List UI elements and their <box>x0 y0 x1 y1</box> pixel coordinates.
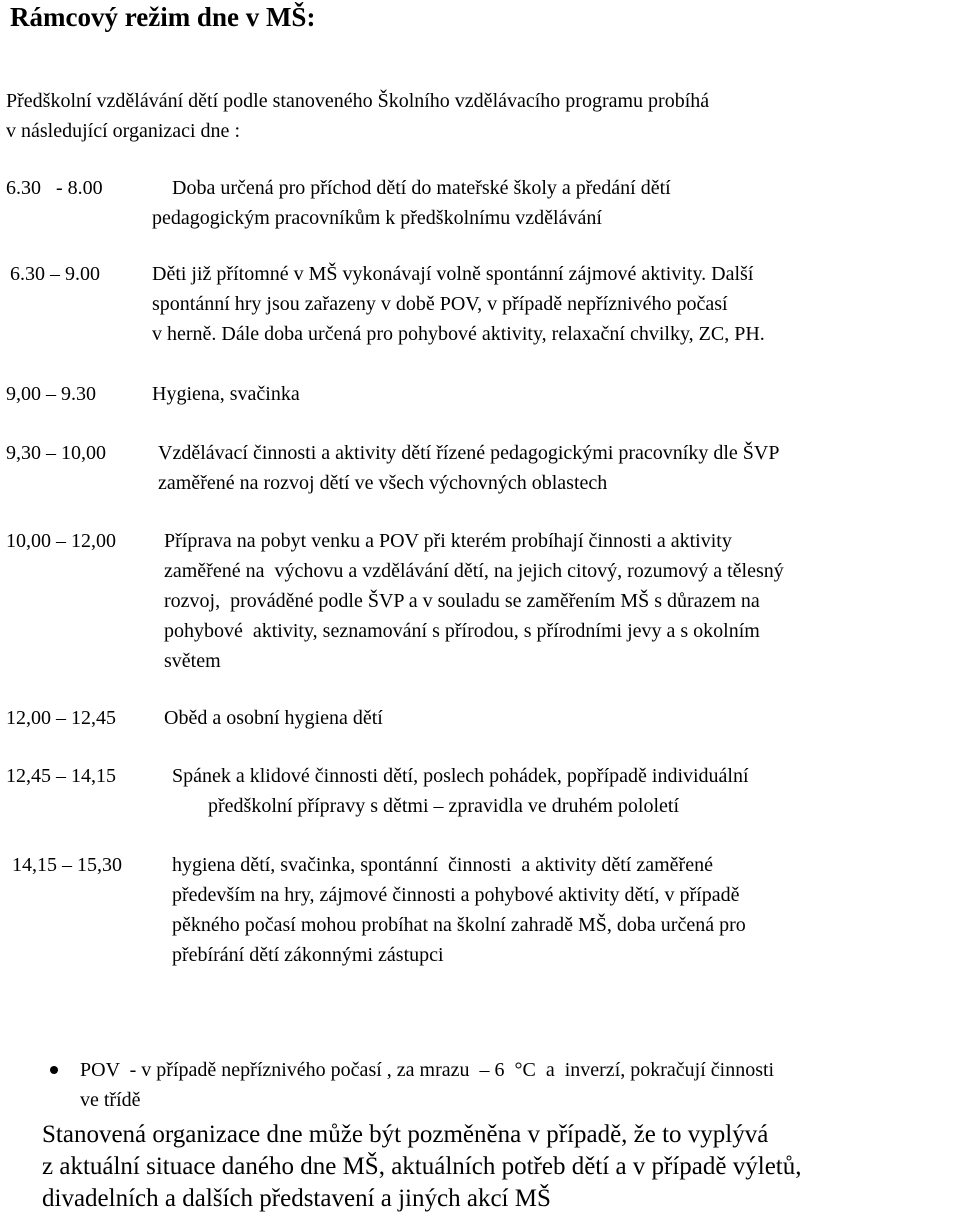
schedule-time: 9,00 – 9.30 <box>6 383 96 405</box>
intro-line: v následující organizaci dne : <box>6 120 240 142</box>
schedule-time: 12,45 – 14,15 <box>6 765 116 787</box>
intro-line: Předškolní vzdělávání dětí podle stanoveného Školního vzdělávacího programu probíhá <box>6 90 710 112</box>
schedule-time: 9,30 – 10,00 <box>6 442 106 464</box>
schedule-text: spontánní hry jsou zařazeny v době POV, v případě nepříznivého počasí <box>152 293 728 315</box>
schedule-text: Příprava na pobyt venku a POV při kterém probíhají činnosti a aktivity <box>164 530 732 552</box>
schedule-time: 10,00 – 12,00 <box>6 530 116 552</box>
schedule-text: Doba určená pro příchod dětí do mateřské školy a předání dětí <box>172 177 671 199</box>
closing-text: divadelních a dalších představení a jiných akcí MŠ <box>42 1185 551 1212</box>
schedule-text: přebírání dětí zákonnými zástupci <box>172 944 444 966</box>
page-title: Rámcový režim dne v MŠ: <box>10 2 316 32</box>
schedule-text: pohybové aktivity, seznamování s přírodou, s přírodními jevy a s okolním <box>164 620 760 642</box>
schedule-text: světem <box>164 650 221 672</box>
note-text: POV - v případě nepříznivého počasí , za mrazu – 6 °C a inverzí, pokračují činnosti <box>80 1059 775 1081</box>
schedule-text: Oběd a osobní hygiena dětí <box>164 707 383 729</box>
schedule-time: 6.30 – 9.00 <box>10 263 100 285</box>
schedule-time: 14,15 – 15,30 <box>12 854 122 876</box>
closing-text: Stanovená organizace dne může být pozměněna v případě, že to vyplývá <box>42 1121 769 1148</box>
schedule-text: Hygiena, svačinka <box>152 383 300 405</box>
schedule-text: hygiena dětí, svačinka, spontánní činnosti a aktivity dětí zaměřené <box>172 854 713 876</box>
schedule-text: předškolní přípravy s dětmi – zpravidla ve druhém pololetí <box>208 795 679 817</box>
schedule-text: především na hry, zájmové činnosti a pohybové aktivity dětí, v případě <box>172 884 740 906</box>
schedule-time: 12,00 – 12,45 <box>6 707 116 729</box>
note-text: ve třídě <box>80 1089 141 1111</box>
schedule-text: Děti již přítomné v MŠ vykonávají volně spontánní zájmové aktivity. Další <box>152 263 754 285</box>
schedule-text: zaměřené na rozvoj dětí ve všech výchovných oblastech <box>158 472 608 494</box>
schedule-text: v herně. Dále doba určená pro pohybové aktivity, relaxační chvilky, ZC, PH. <box>152 323 765 345</box>
bullet-icon <box>50 1066 58 1074</box>
closing-text: z aktuální situace daného dne MŠ, aktuálních potřeb dětí a v případě výletů, <box>42 1153 802 1180</box>
schedule-text: Spánek a klidové činnosti dětí, poslech pohádek, popřípadě individuální <box>172 765 749 787</box>
schedule-time: 6.30 - 8.00 <box>6 177 103 199</box>
schedule-text: rozvoj, prováděné podle ŠVP a v souladu se zaměřením MŠ s důrazem na <box>164 590 760 612</box>
schedule-text: zaměřené na výchovu a vzdělávání dětí, na jejich citový, rozumový a tělesný <box>164 560 784 582</box>
schedule-text: pedagogickým pracovníkům k předškolnímu vzdělávání <box>152 207 602 229</box>
schedule-text: pěkného počasí mohou probíhat na školní zahradě MŠ, doba určená pro <box>172 914 746 936</box>
schedule-text: Vzdělávací činnosti a aktivity dětí řízené pedagogickými pracovníky dle ŠVP <box>158 442 780 464</box>
